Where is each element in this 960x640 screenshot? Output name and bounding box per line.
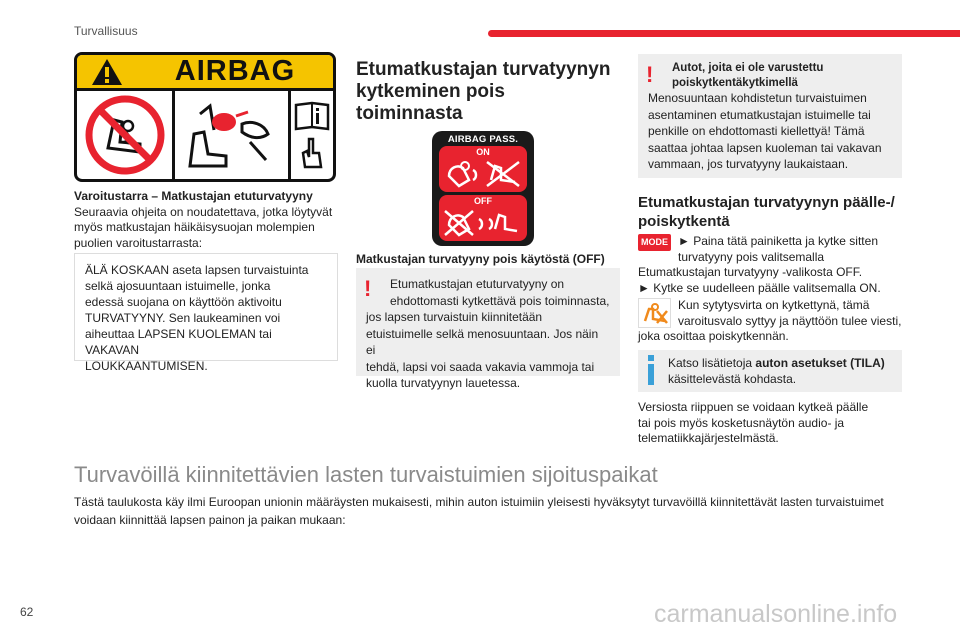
warning-line: tehdä, lapsi voi saada vakavia vammoja tai [366,359,595,374]
warning-line: edessä suojana on käyttöön aktivoitu [85,295,282,309]
warning-line: penkille on ehdottomasti kiellettyä! Tämä [648,124,865,138]
read-manual-icon [291,91,333,179]
info-icon [648,355,654,385]
warning-line: Menosuuntaan kohdistetun turvaistuimen [648,91,867,105]
exclamation-icon: ! [364,276,372,301]
step-line: varoitusvalo syttyy ja näyttöön tulee viesti, [678,313,902,328]
on-label: ON [476,147,490,157]
step-line: ► Kytke se uudelleen päälle valitsemalla ON. [638,280,881,295]
watermark: carmanualsonline.info [654,600,898,628]
warning-line: ehdottomasti kytkettävä pois toiminnasta, [390,293,610,308]
warning-line: vammaan, jos turvatyyny laukaistaan. [648,157,849,171]
heading-line: toiminnasta [356,103,463,124]
airbag-deploy-icon [175,91,291,179]
label-caption-line: myös matkustajan häikäisysuojan molempien [74,220,315,234]
warning-line: saattaa johtaa lapsen kuoleman tai vakavan [648,140,882,155]
warning-line: aiheuttaa LAPSEN KUOLEMAN tai VAKAVAN [85,327,272,357]
info-line [668,355,892,371]
airbag-warning-label-image [74,52,336,182]
heading-line: Etumatkustajan turvatyynyn päälle-/ [638,194,895,211]
label-warning-text-box [74,253,338,373]
warning-title-line: Autot, joita ei ole varustettu [672,62,824,74]
version-line: telematiikkajärjestelmästä. [638,431,779,445]
step-line: joka osoittaa poiskytkennän. [638,329,789,343]
step-line: Etumatkustajan turvatyyny -valikosta OFF. [638,265,863,279]
warning-line: asentaminen etumatkustajan istuimelle tai [648,107,871,122]
warning-line: selkä ajosuuntaan istuimelle, jonka [85,279,271,293]
child-seat-on-icon [443,158,523,190]
warning-line: TURVATYYNY. Sen laukeaminen voi [85,311,281,325]
airbag-pass-title: AIRBAG PASS. [447,134,519,145]
step1-text [638,234,908,296]
warning-line: kuolla turvatyynyn lauetessa. [366,376,521,390]
step-line: ► Paina tätä painiketta ja kytke sitten [678,234,878,248]
version-line: Versiosta riippuen se voidaan kytkeä päälle [638,400,869,414]
label-caption-line: Seuraavia ohjeita on noudatettava, jotka löytyvät [74,204,333,219]
exclamation-icon: ! [646,62,654,87]
warning-line: Etumatkustajan etuturvatyyny on [390,277,565,291]
mode-button-icon: MODE [638,234,671,251]
step3-text [638,298,908,345]
warning-line: LOUKKAANTUMISEN. [85,359,208,373]
version-line: tai pois myös kosketusnäytön audio- ja [638,415,845,430]
section-paragraph [74,493,904,529]
info-line: käsittelevästä kohdasta. [668,372,797,386]
section-heading: Turvavöillä kiinnitettävien lasten turvaistuimien sijoituspaikat [74,462,658,487]
version-note [638,400,908,447]
step-line: Kun sytytysvirta on kytkettynä, tämä [678,298,870,312]
deactivation-heading [356,59,624,125]
child-seat-off-icon [443,207,523,239]
header-accent-bar [488,30,960,37]
info-box [638,350,902,392]
no-rear-facing-seat-icon [77,91,175,179]
warning-title-line: poiskytkentäkytkimellä [672,76,798,89]
info-link-text: auton asetukset (TILA) [755,356,885,370]
onoff-heading [638,193,908,231]
airbag-pass-panel-image [432,131,534,246]
label-caption-line: puolien varoitustarrasta: [74,235,203,250]
info-prefix: Katso lisätietoja [668,356,756,370]
heading-line: Etumatkustajan turvatyynyn [356,59,611,80]
label-caption [74,189,342,251]
paragraph-line: voidaan kiinnittää lapsen painon ja paikan mukaan: [74,513,346,527]
warning-line: etuistuimelle selkä menosuuntaan. Jos näin ei [366,326,599,357]
warning-line: ÄLÄ KOSKAAN aseta lapsen turvaistuinta [85,263,309,277]
warning-line: jos lapsen turvaistuin kiinnitetään [366,310,543,324]
step-line: turvatyyny pois valitsemalla [678,249,825,264]
warning-triangle-icon [77,57,137,87]
airbag-off-indicator [439,195,527,241]
label-caption-title: Varoitustarra – Matkustajan etuturvatyyny [74,189,313,203]
heading-line: poiskytkentä [638,213,730,230]
page-number: 62 [20,605,34,619]
paragraph-line: Tästä taulukosta käy ilmi Euroopan unionin määräysten mukaisesti, mihin auton istuimiin yleisesti hyväksytyt turvavöillä kiinnitettävät lasten turvaistuimet [74,495,884,509]
off-label: OFF [474,196,492,206]
panel-caption: Matkustajan turvatyyny pois käytöstä (OFF) [356,252,605,266]
no-switch-warning-box [638,54,902,178]
airbag-on-indicator [439,146,527,192]
airbag-label-word: AIRBAG [174,55,296,87]
header-section-title: Turvallisuus [74,24,138,38]
heading-line: kytkeminen pois [356,81,505,102]
deactivation-warning-box [356,268,620,390]
